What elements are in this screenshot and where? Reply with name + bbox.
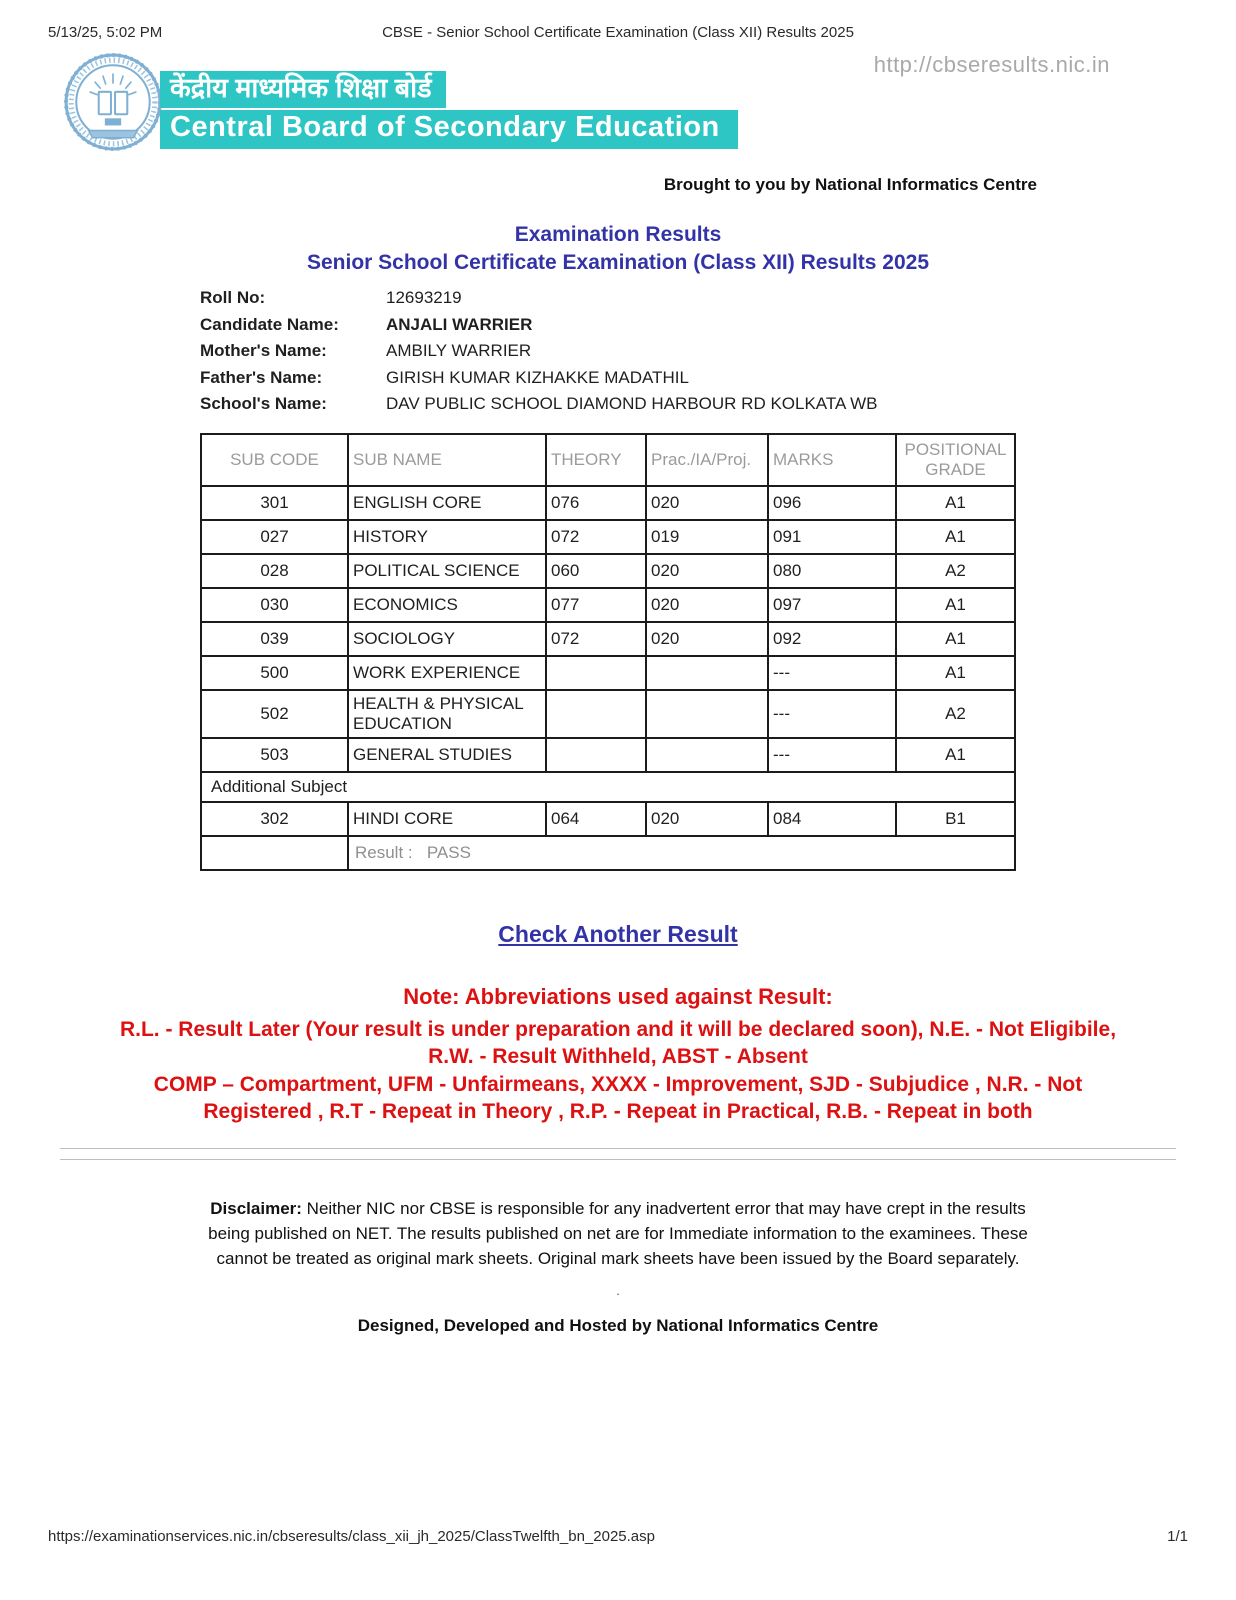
cell-prac — [646, 690, 768, 738]
cell-name: SOCIOLOGY — [348, 622, 546, 656]
cell-prac: 020 — [646, 802, 768, 836]
divider-rules — [0, 1148, 1236, 1160]
credits-line: Designed, Developed and Hosted by National Informatics Centre — [357, 1315, 879, 1335]
cell-code: 502 — [201, 690, 348, 738]
site-url: http://cbseresults.nic.in — [873, 52, 1110, 77]
cell-theory — [546, 738, 646, 772]
page-footer — [48, 1528, 1188, 1545]
col-header-grade: POSITIONAL GRADE — [896, 434, 1015, 486]
cell-code: 027 — [201, 520, 348, 554]
cell-marks: 092 — [768, 622, 896, 656]
cell-code: 503 — [201, 738, 348, 772]
cbse-emblem-icon — [62, 51, 164, 153]
note-line: R.W. - Result Withheld, ABST - Absent — [428, 1045, 808, 1068]
school-name-value: DAV PUBLIC SCHOOL DIAMOND HARBOUR RD KOLKATA WB — [386, 394, 878, 413]
col-header-marks: MARKS — [768, 434, 896, 486]
cell-prac: 020 — [646, 588, 768, 622]
cell-code: 302 — [201, 802, 348, 836]
disclaimer-label: Disclaimer: — [210, 1198, 302, 1218]
cell-marks: 091 — [768, 520, 896, 554]
board-name-english: Central Board of Secondary Education — [160, 110, 738, 149]
subject-row — [201, 656, 1015, 690]
additional-subject-label: Additional Subject — [201, 772, 1015, 802]
cell-name: ENGLISH CORE — [348, 486, 546, 520]
detail-row-father-name — [200, 365, 1236, 392]
page-title: Examination Results — [514, 223, 722, 246]
cell-grade: A1 — [896, 738, 1015, 772]
page-headings — [0, 223, 1236, 275]
footer-url: https://examinationservices.nic.in/cbseresults/class_xii_jh_2025/ClassTwelfth_bn_2025.asp — [48, 1528, 655, 1545]
cell-grade: A1 — [896, 588, 1015, 622]
cell-name: HEALTH & PHYSICAL EDUCATION — [348, 690, 546, 738]
subject-row — [201, 622, 1015, 656]
note-line: COMP – Compartment, UFM - Unfairmeans, XXXX - Improvement, SJD - Subjudice , N.R. - Not — [153, 1072, 1083, 1096]
col-header-sub-code: SUB CODE — [201, 434, 348, 486]
cell-prac: 020 — [646, 486, 768, 520]
roll-no-label: Roll No: — [200, 288, 266, 307]
cell-code: 030 — [201, 588, 348, 622]
cell-grade: A1 — [896, 622, 1015, 656]
marks-table-header-row — [201, 434, 1015, 486]
subject-row — [201, 738, 1015, 772]
mother-name-label: Mother's Name: — [200, 341, 327, 360]
cell-marks: 080 — [768, 554, 896, 588]
cell-marks: --- — [768, 690, 896, 738]
print-timestamp: 5/13/25, 5:02 PM — [48, 24, 163, 41]
result-label: Result : — [355, 842, 427, 862]
cell-name: WORK EXPERIENCE — [348, 656, 546, 690]
col-header-prac: Prac./IA/Proj. — [646, 434, 768, 486]
cell-name: ECONOMICS — [348, 588, 546, 622]
cell-grade: A2 — [896, 554, 1015, 588]
cell-prac — [646, 656, 768, 690]
stray-dot: . — [616, 1282, 620, 1298]
cell-grade: A1 — [896, 520, 1015, 554]
disclaimer-text: Neither NIC nor CBSE is responsible for any inadvertent error that may have crept in the results being published on NET. The results published on net are for Immediate information to the examinees. These cannot be treated as original mark sheets. Original mark sheets have been issued by the Board separately. — [208, 1198, 1028, 1268]
subject-row — [201, 486, 1015, 520]
cell-theory: 072 — [546, 622, 646, 656]
cell-grade: A1 — [896, 486, 1015, 520]
subject-row — [201, 588, 1015, 622]
cell-theory: 077 — [546, 588, 646, 622]
document-title: CBSE - Senior School Certificate Examination (Class XII) Results 2025 — [382, 24, 854, 41]
subject-row — [201, 554, 1015, 588]
cell-theory: 076 — [546, 486, 646, 520]
cell-marks: --- — [768, 738, 896, 772]
cell-prac: 020 — [646, 622, 768, 656]
additional-subject-row — [201, 772, 1015, 802]
cell-theory — [546, 690, 646, 738]
cell-grade: A2 — [896, 690, 1015, 738]
cell-code: 039 — [201, 622, 348, 656]
cell-grade: B1 — [896, 802, 1015, 836]
subject-row — [201, 520, 1015, 554]
father-name-value: GIRISH KUMAR KIZHAKKE MADATHIL — [386, 367, 689, 387]
board-name-hindi: केंद्रीय माध्यमिक शिक्षा बोर्ड — [160, 71, 446, 108]
cell-theory: 060 — [546, 554, 646, 588]
nic-tagline: Brought to you by National Informatics Centre — [663, 175, 1037, 194]
cell-code: 028 — [201, 554, 348, 588]
cell-code: 500 — [201, 656, 348, 690]
subject-row — [201, 802, 1015, 836]
father-name-label: Father's Name: — [200, 367, 323, 387]
cell-marks: 097 — [768, 588, 896, 622]
cell-prac — [646, 738, 768, 772]
result-status — [348, 836, 1015, 870]
cell-prac: 020 — [646, 554, 768, 588]
print-header — [0, 0, 1236, 41]
marks-table — [200, 433, 1016, 871]
mother-name-value: AMBILY WARRIER — [386, 341, 532, 360]
cell-marks: --- — [768, 656, 896, 690]
divider-line — [60, 1148, 1176, 1149]
abbreviations-note — [0, 984, 1236, 1126]
detail-row-school-name — [200, 391, 1236, 418]
disclaimer — [192, 1196, 1044, 1271]
subject-row — [201, 690, 1015, 738]
school-name-label: School's Name: — [200, 394, 327, 413]
detail-row-roll-no — [200, 285, 1236, 312]
cell-prac: 019 — [646, 520, 768, 554]
result-empty-cell — [201, 836, 348, 870]
cell-code: 301 — [201, 486, 348, 520]
note-line: Registered , R.T - Repeat in Theory , R.P. - Repeat in Practical, R.B. - Repeat in both — [203, 1100, 1033, 1123]
note-title: Note: Abbreviations used against Result: — [403, 983, 833, 1009]
result-value: PASS — [426, 842, 471, 862]
cell-theory: 064 — [546, 802, 646, 836]
cell-name: POLITICAL SCIENCE — [348, 554, 546, 588]
candidate-name-label: Candidate Name: — [200, 314, 339, 334]
cell-marks: 084 — [768, 802, 896, 836]
candidate-details — [200, 285, 1236, 418]
brand-header — [0, 57, 1236, 169]
cell-grade: A1 — [896, 656, 1015, 690]
note-line: R.L. - Result Later (Your result is under preparation and it will be declared soon), N.E. - Not Eligibile, — [119, 1017, 1117, 1041]
cell-marks: 096 — [768, 486, 896, 520]
divider-line — [60, 1159, 1176, 1160]
detail-row-candidate-name — [200, 312, 1236, 339]
col-header-sub-name: SUB NAME — [348, 434, 546, 486]
cell-theory — [546, 656, 646, 690]
candidate-name-value: ANJALI WARRIER — [386, 314, 533, 334]
cell-name: GENERAL STUDIES — [348, 738, 546, 772]
footer-page-number: 1/1 — [1167, 1528, 1188, 1545]
detail-row-mother-name — [200, 338, 1236, 365]
cell-theory: 072 — [546, 520, 646, 554]
check-another-result-link[interactable]: Check Another Result — [498, 920, 738, 947]
brand-name-bars — [160, 71, 738, 149]
page-subtitle: Senior School Certificate Examination (Class XII) Results 2025 — [306, 251, 930, 274]
col-header-theory: THEORY — [546, 434, 646, 486]
cell-name: HISTORY — [348, 520, 546, 554]
cell-name: HINDI CORE — [348, 802, 546, 836]
result-row — [201, 836, 1015, 870]
roll-no-value: 12693219 — [386, 288, 462, 307]
